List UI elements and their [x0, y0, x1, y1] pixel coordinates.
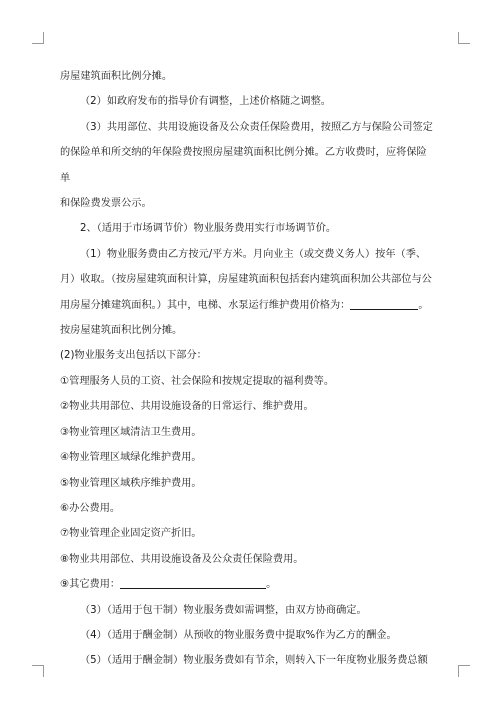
text-segment: 。 — [266, 579, 277, 591]
crop-mark-top-left — [32, 32, 44, 44]
expense-item: ⑦物业管理企业固定资产折旧。 — [60, 528, 202, 540]
clause-3-3: （3）（适用于包干制）物业服务费如需调整，由双方协商确定。 — [80, 604, 367, 616]
expense-list-heading: (2)物业服务支出包括以下部分： — [60, 350, 207, 362]
clause-3-4: （4）（适用于酬金制）从预收的物业服务费中提取%作为乙方的酬金。 — [80, 629, 397, 641]
expense-item: ⑤物业管理区域秩序维护费用。 — [60, 477, 202, 489]
expense-item: ⑧物业共用部位、共用设施设备及公众责任保险费用。 — [60, 553, 304, 565]
text-line: 房屋建筑面积比例分摊。 — [60, 71, 173, 82]
text-segment: 。 — [418, 299, 429, 311]
crop-mark-bottom-right — [458, 665, 470, 677]
text-line: 月）收取。（按房屋建筑面积计算，房屋建筑面积包括套内建筑面积加公共部位与公 — [60, 274, 432, 286]
expense-item: ①管理服务人员的工资、社会保险和按规定提取的福利费等。 — [60, 375, 335, 387]
expense-item: ③物业管理区域清洁卫生费用。 — [60, 426, 202, 438]
crop-mark-top-right — [458, 32, 470, 44]
text-segment: ⑨其它费用： — [60, 579, 121, 591]
expense-item: ⑥办公费用。 — [60, 502, 121, 514]
fill-in-blank[interactable] — [350, 298, 418, 310]
clause-3-1: （1）物业服务费由乙方按元/平方米。月向业主（或交费义务人）按年（季、 — [80, 248, 427, 260]
document-body — [60, 64, 434, 674]
expense-item: ④物业管理区域绿化维护费用。 — [60, 452, 202, 464]
expense-item-other — [60, 572, 434, 597]
text-line: 和保险费发票公示。 — [60, 198, 152, 210]
expense-item: ②物业共用部位、共用设施设备的日常运行、维护费用。 — [60, 401, 314, 413]
text-line-with-blank — [60, 293, 434, 318]
fill-in-blank[interactable] — [120, 577, 266, 589]
clause-2-3: （3）共用部位、共用设施设备及公众责任保险费用，按照乙方与保险公司签定 — [80, 121, 433, 133]
clause-2-2: （2）如政府发布的指导价有调整，上述价格随之调整。 — [80, 96, 331, 108]
clause-3-5: （5）（适用于酬金制）物业服务费如有节余，则转入下一年度物业服务费总额 — [80, 655, 428, 667]
text-segment: 用房屋分摊建筑面积。）其中，电梯、水泵运行维护费用价格为： — [60, 299, 351, 311]
crop-mark-bottom-left — [32, 665, 44, 677]
section-2-heading: 2、（适用于市场调节价）物业服务费用实行市场调节价。 — [80, 223, 337, 235]
text-line: 按房屋建筑面积比例分摊。 — [60, 325, 183, 337]
text-line: 的保险单和所交纳的年保险费按照房屋建筑面积比例分摊。乙方收费时，应将保险单 — [60, 147, 427, 184]
